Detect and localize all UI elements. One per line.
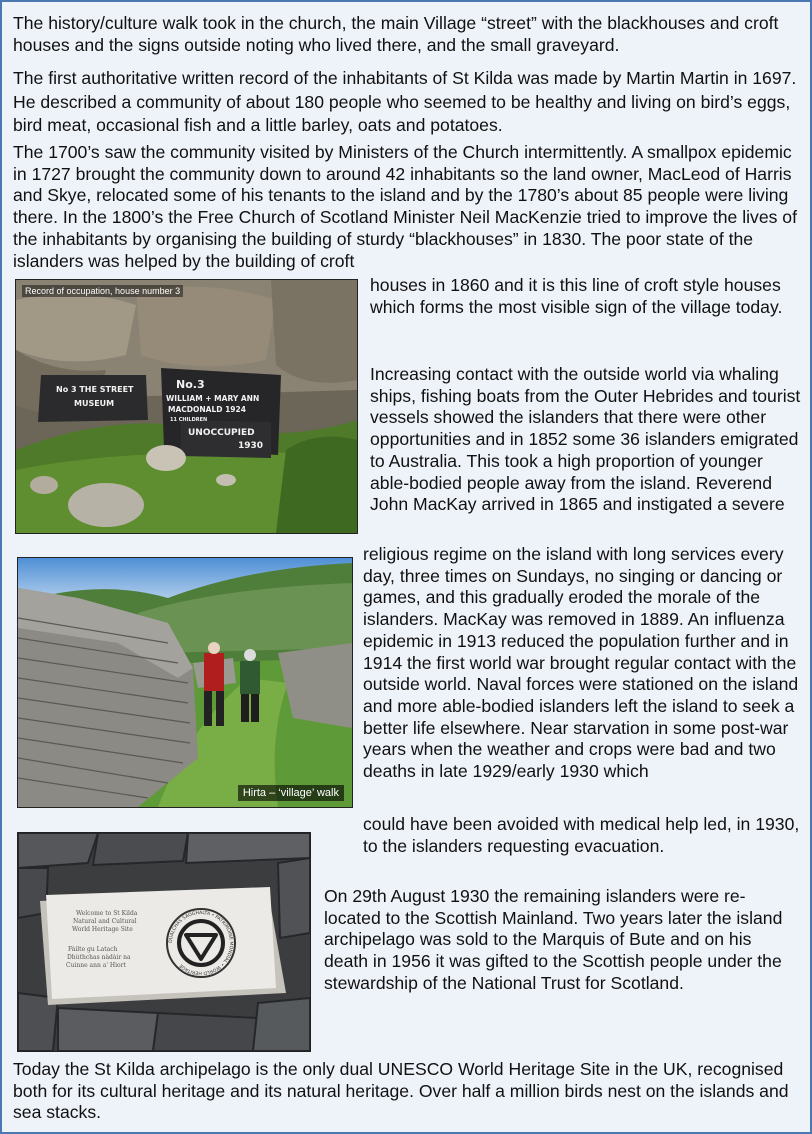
relocation-paragraph: On 29th August 1930 the remaining islanders were re-located to the Scottish Mainland. Two years later the island archipelago was sold to the Marquis of Bute and on his death in 1956 it was gifted to the Scottish people under the stewardship of the National Trust for Scotland. [324, 886, 783, 993]
house-photo-caption: Record of occupation, house number 3 [22, 285, 183, 297]
village-walk-image [18, 558, 352, 807]
svg-text:11 CHILDREN: 11 CHILDREN [170, 417, 208, 423]
walk-photo-caption: Hirta – ‘village’ walk [238, 785, 344, 801]
evacuation-paragraph: could have been avoided with medical help led, in 1930, to the islanders requesting evacuation. [363, 814, 800, 856]
svg-text:World Heritage Site: World Heritage Site [72, 926, 133, 933]
unesco-paragraph: Today the St Kilda archipelago is the only dual UNESCO World Heritage Site in the UK, recognised both for its cultural heritage and its natural heritage. Over half a million birds nest on the islands and sea stacks. [13, 1059, 789, 1123]
intro-paragraph: The history/culture walk took in the church, the main Village “street” with the blackhouses and croft houses and the signs outside noting who lived there, and the small graveyard. [13, 13, 779, 55]
outside-world-paragraph: Increasing contact with the outside world via whaling ships, fishing boats from the Outer Hebrides and tourist vessels showed the islanders that there were other opportunities and in 1852 some 36 islanders emigrated to Australia. This took a high proportion of younger able-bodied people away from the island. Reverend John MacKay arrived in 1865 and instigated a severe [370, 364, 801, 515]
svg-text:Dhùthchas nàdàir na: Dhùthchas nàdàir na [67, 954, 131, 961]
svg-text:Welcome to St Kilda: Welcome to St Kilda [76, 910, 138, 917]
svg-text:No 3 THE STREET: No 3 THE STREET [56, 385, 134, 394]
world-heritage-plaque-photo [17, 832, 311, 1052]
plaque-image [18, 833, 310, 1051]
svg-text:WILLIAM + MARY ANN: WILLIAM + MARY ANN [166, 394, 260, 403]
svg-text:Cuinne ann a' Hiort: Cuinne ann a' Hiort [66, 962, 126, 969]
svg-text:Natural and Cultural: Natural and Cultural [73, 918, 137, 925]
mackay-paragraph: religious regime on the island with long services every day, three times on Sundays, no singing or dancing or games, and this gradually eroded the morale of the islanders. MacKay was removed in 1889. An influenza epidemic in 1913 reduced the population further and in 1914 the first world war brought regular contact with the outside world. Naval forces were stationed on the island and more able-bodied islanders left the island to seek a better life elsewhere. Near starvation in some post-war years when the weather and crops were bad and two deaths in late 1929/early 1930 which [363, 544, 799, 782]
history-1700s-paragraph: The 1700’s saw the community visited by Ministers of the Church intermittently. A smallpox epidemic in 1727 brought the community down to around 42 inhabitants so the land owner, MacLeod of Harris and Skye, relocated some of his tenants to the island and by the 1780’s about 85 people were living there. In the 1800’s the Free Church of Scotland Minister Neil MacKenzie tried to improve the lives of the inhabitants by organising the building of sturdy “blackhouses” in 1830. The poor state of the islanders was helped by the building of croft [13, 142, 797, 271]
svg-text:No.3: No.3 [176, 378, 205, 391]
svg-text:1930: 1930 [238, 441, 264, 451]
croft-houses-paragraph: houses in 1860 and it is this line of croft style houses which forms the most visible sign of the village today. [370, 275, 783, 317]
svg-text:DUALCHAS SAOGHALTA • PATRIMOIN: DUALCHAS SAOGHALTA • PATRIMOINE MONDIAL • WORLD HERITAGE [168, 910, 234, 976]
svg-text:MUSEUM: MUSEUM [74, 399, 115, 408]
village-walk-photo [17, 557, 353, 808]
slate-signs-image [16, 280, 357, 533]
svg-text:Fàilte gu Latach: Fàilte gu Latach [68, 946, 118, 953]
svg-text:MACDONALD 1924: MACDONALD 1924 [168, 405, 246, 414]
martin-record-paragraph: The first authoritative written record of the inhabitants of St Kilda was made by Martin Martin in 1697. He described a community of about 180 people who seemed to be healthy and living on bird’s eggs, bird meat, occasional fish and a little barley, oats and potatoes. [13, 68, 797, 135]
house-number-3-photo [15, 279, 358, 534]
svg-text:UNOCCUPIED: UNOCCUPIED [188, 428, 255, 438]
